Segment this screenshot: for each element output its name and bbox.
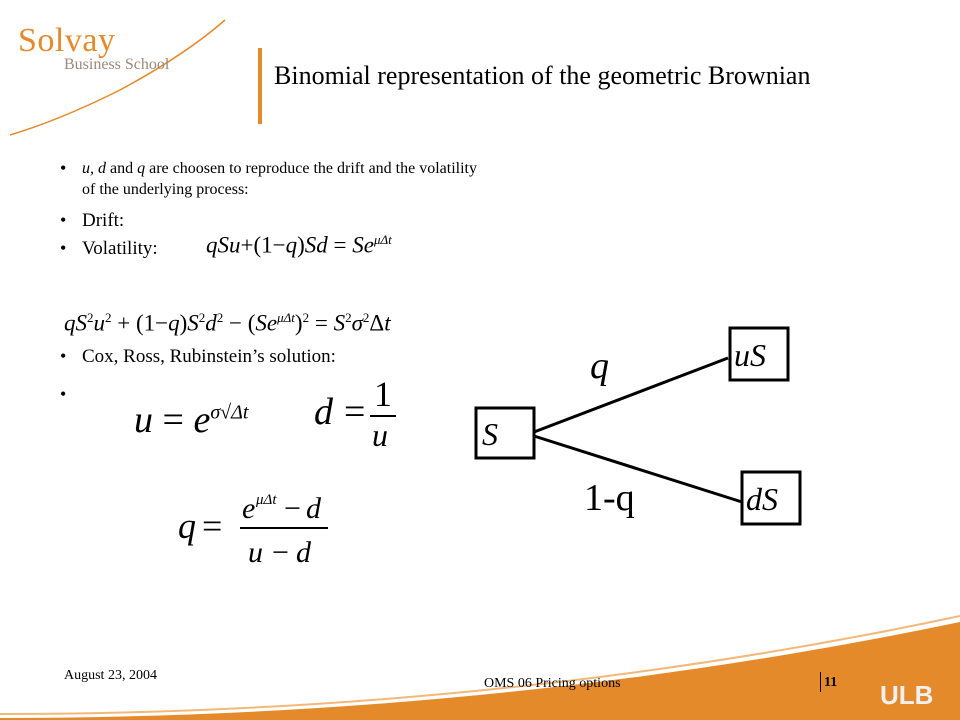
q-equation — [176, 482, 376, 582]
svg-text:−: − — [284, 492, 301, 525]
footer-course: OMS 06 Pricing options — [484, 676, 621, 691]
tree-up-label: uS — [734, 337, 766, 373]
tree-prob-up: q — [590, 345, 609, 387]
volatility-equation: $qS^2u^2 + (1-q)S^2d^2 - (Se^{\mu\Delta t})^2 = S^2\sigma^2\Delta t$ — [64, 310, 391, 336]
bullet-drift — [60, 210, 480, 232]
slide-title: Binomial representation of the geometric Brownian — [274, 61, 811, 90]
svg-text:e: e — [242, 492, 256, 525]
tree-down-label: dS — [746, 481, 778, 517]
volatility-label: Volatility: — [82, 238, 158, 259]
ulb-logo: ULB — [880, 680, 934, 710]
bullet-vars: u, d — [82, 160, 106, 177]
page-number: 11 — [824, 675, 838, 690]
tree-edge-down — [534, 436, 742, 502]
svg-text:=: = — [202, 506, 223, 546]
bullet-parameters — [60, 158, 480, 200]
binomial-tree — [470, 320, 870, 560]
d-equation — [304, 374, 424, 454]
svg-text:1: 1 — [374, 374, 392, 414]
drift-label: Drift: — [82, 210, 125, 231]
svg-text:u: u — [248, 536, 263, 569]
bullet-empty — [60, 384, 87, 406]
svg-text:−: − — [272, 536, 289, 569]
svg-text:d: d — [314, 391, 333, 433]
crr-label: Cox, Ross, Rubinstein’s solution: — [82, 346, 336, 367]
svg-text:d: d — [306, 492, 321, 525]
bullet-and: and — [110, 160, 134, 177]
logo-solvay: Solvay — [18, 22, 116, 59]
svg-text:u: u — [372, 417, 388, 453]
svg-text:d: d — [296, 536, 311, 569]
footer-date: August 23, 2004 — [64, 668, 157, 683]
drift-equation: $qSu+(1-q)Sd = Se^{\mu\Delta t}$ — [206, 232, 392, 258]
footer-swoosh — [0, 610, 960, 720]
bullet-rest: are choosen to reproduce the drift and the volatility of the underlying process: — [82, 160, 477, 198]
tree-prob-down: 1-q — [584, 477, 635, 519]
title-accent-bar — [258, 48, 262, 124]
footer-divider — [820, 672, 821, 692]
tree-edge-up — [534, 358, 728, 432]
logo-business-school: Business School — [64, 56, 170, 73]
bullet-crr — [60, 346, 502, 368]
bullet-q: q — [137, 160, 146, 177]
svg-text:μΔt: μΔt — [256, 492, 277, 508]
svg-text:=: = — [344, 391, 366, 433]
tree-root-label: S — [482, 416, 498, 452]
u-equation: $u = e^{\sigma√\Delta t}$ — [134, 399, 249, 441]
svg-text:q: q — [178, 506, 196, 546]
